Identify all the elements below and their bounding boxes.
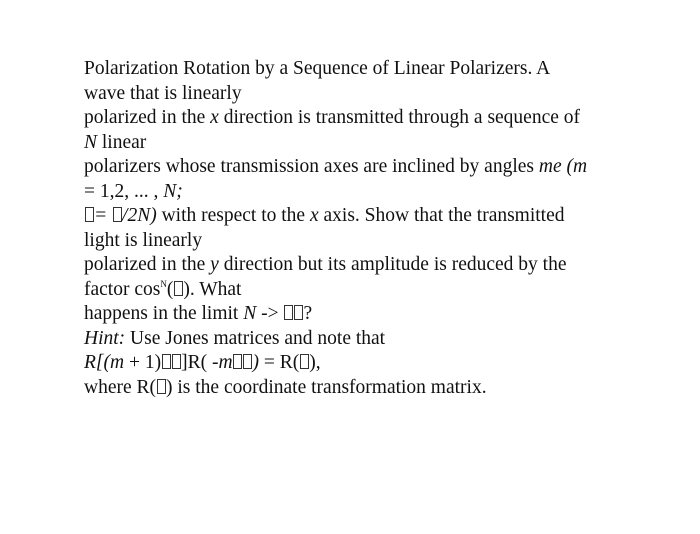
text-span: linear <box>97 131 147 153</box>
missing-glyph-icon <box>113 207 122 222</box>
text-span: ? <box>303 303 313 324</box>
text-span: = R( <box>259 352 300 373</box>
variable-x: x <box>210 107 219 128</box>
text-line <box>84 327 644 352</box>
text-line <box>84 376 644 401</box>
text-line <box>84 57 644 82</box>
missing-glyph-icon <box>233 354 242 369</box>
missing-glyph-icon <box>85 207 94 222</box>
hint-label: Hint: <box>84 327 126 349</box>
text-line <box>84 131 644 156</box>
text-span: N; <box>163 180 183 202</box>
text-span: R[(m <box>84 352 125 373</box>
text-line <box>84 253 644 278</box>
text-span: direction is transmitted through a sequence of <box>218 107 581 128</box>
text-line <box>84 229 644 254</box>
missing-glyph-icon <box>174 281 183 296</box>
text-span: ). What <box>183 278 242 300</box>
variable-x: x <box>309 205 319 226</box>
text-span: + 1) <box>124 352 162 373</box>
text-span: ), <box>309 352 321 373</box>
text-span: Use Jones matrices and note that <box>125 327 386 349</box>
text-span: wave that is linearly <box>84 82 242 104</box>
text-span: polarized in the <box>84 254 211 275</box>
text-span: ( <box>166 278 174 300</box>
text-span: light is linearly <box>84 229 203 251</box>
missing-glyph-icon <box>157 379 166 394</box>
text-line <box>84 82 644 107</box>
text-span: ) is the coordinate transformation matrix. <box>166 376 487 398</box>
problem-text <box>84 57 644 400</box>
text-span: = <box>94 205 113 226</box>
text-span: happens in the limit <box>84 303 244 324</box>
missing-glyph-icon <box>300 354 309 369</box>
text-span: ]R( <box>181 352 212 373</box>
text-line <box>84 155 644 180</box>
text-line <box>84 302 644 327</box>
text-span: polarized in the <box>84 107 211 128</box>
text-line <box>84 204 644 229</box>
text-span: direction but its amplitude is reduced by the <box>218 254 567 275</box>
text-span: = 1,2, ... , <box>84 180 164 202</box>
text-span: -> <box>256 303 284 324</box>
text-line <box>84 351 644 376</box>
superscript-n: N <box>160 278 167 289</box>
missing-glyph-icon <box>284 305 293 320</box>
missing-glyph-icon <box>162 354 171 369</box>
text-span: Polarization Rotation by a Sequence of Linear Polarizers. A <box>84 58 551 79</box>
text-line <box>84 278 644 303</box>
missing-glyph-icon <box>294 305 303 320</box>
text-span: polarizers whose transmission axes are inclined by angles <box>84 156 539 177</box>
text-line <box>84 106 644 131</box>
variable-n: N <box>84 131 98 153</box>
text-span: where R( <box>84 376 157 398</box>
variable-y: y <box>210 254 219 275</box>
missing-glyph-icon <box>172 354 181 369</box>
text-span: axis. Show that the transmitted <box>318 205 565 226</box>
text-span: -m <box>211 352 233 373</box>
text-span: ) <box>252 352 260 373</box>
text-line <box>84 180 644 205</box>
variable-n: N <box>243 303 257 324</box>
text-span: with respect to the <box>156 205 310 226</box>
missing-glyph-icon <box>243 354 252 369</box>
text-span: me (m <box>538 156 588 177</box>
text-span: factor cos <box>84 278 161 300</box>
text-span: /2N) <box>122 205 157 226</box>
